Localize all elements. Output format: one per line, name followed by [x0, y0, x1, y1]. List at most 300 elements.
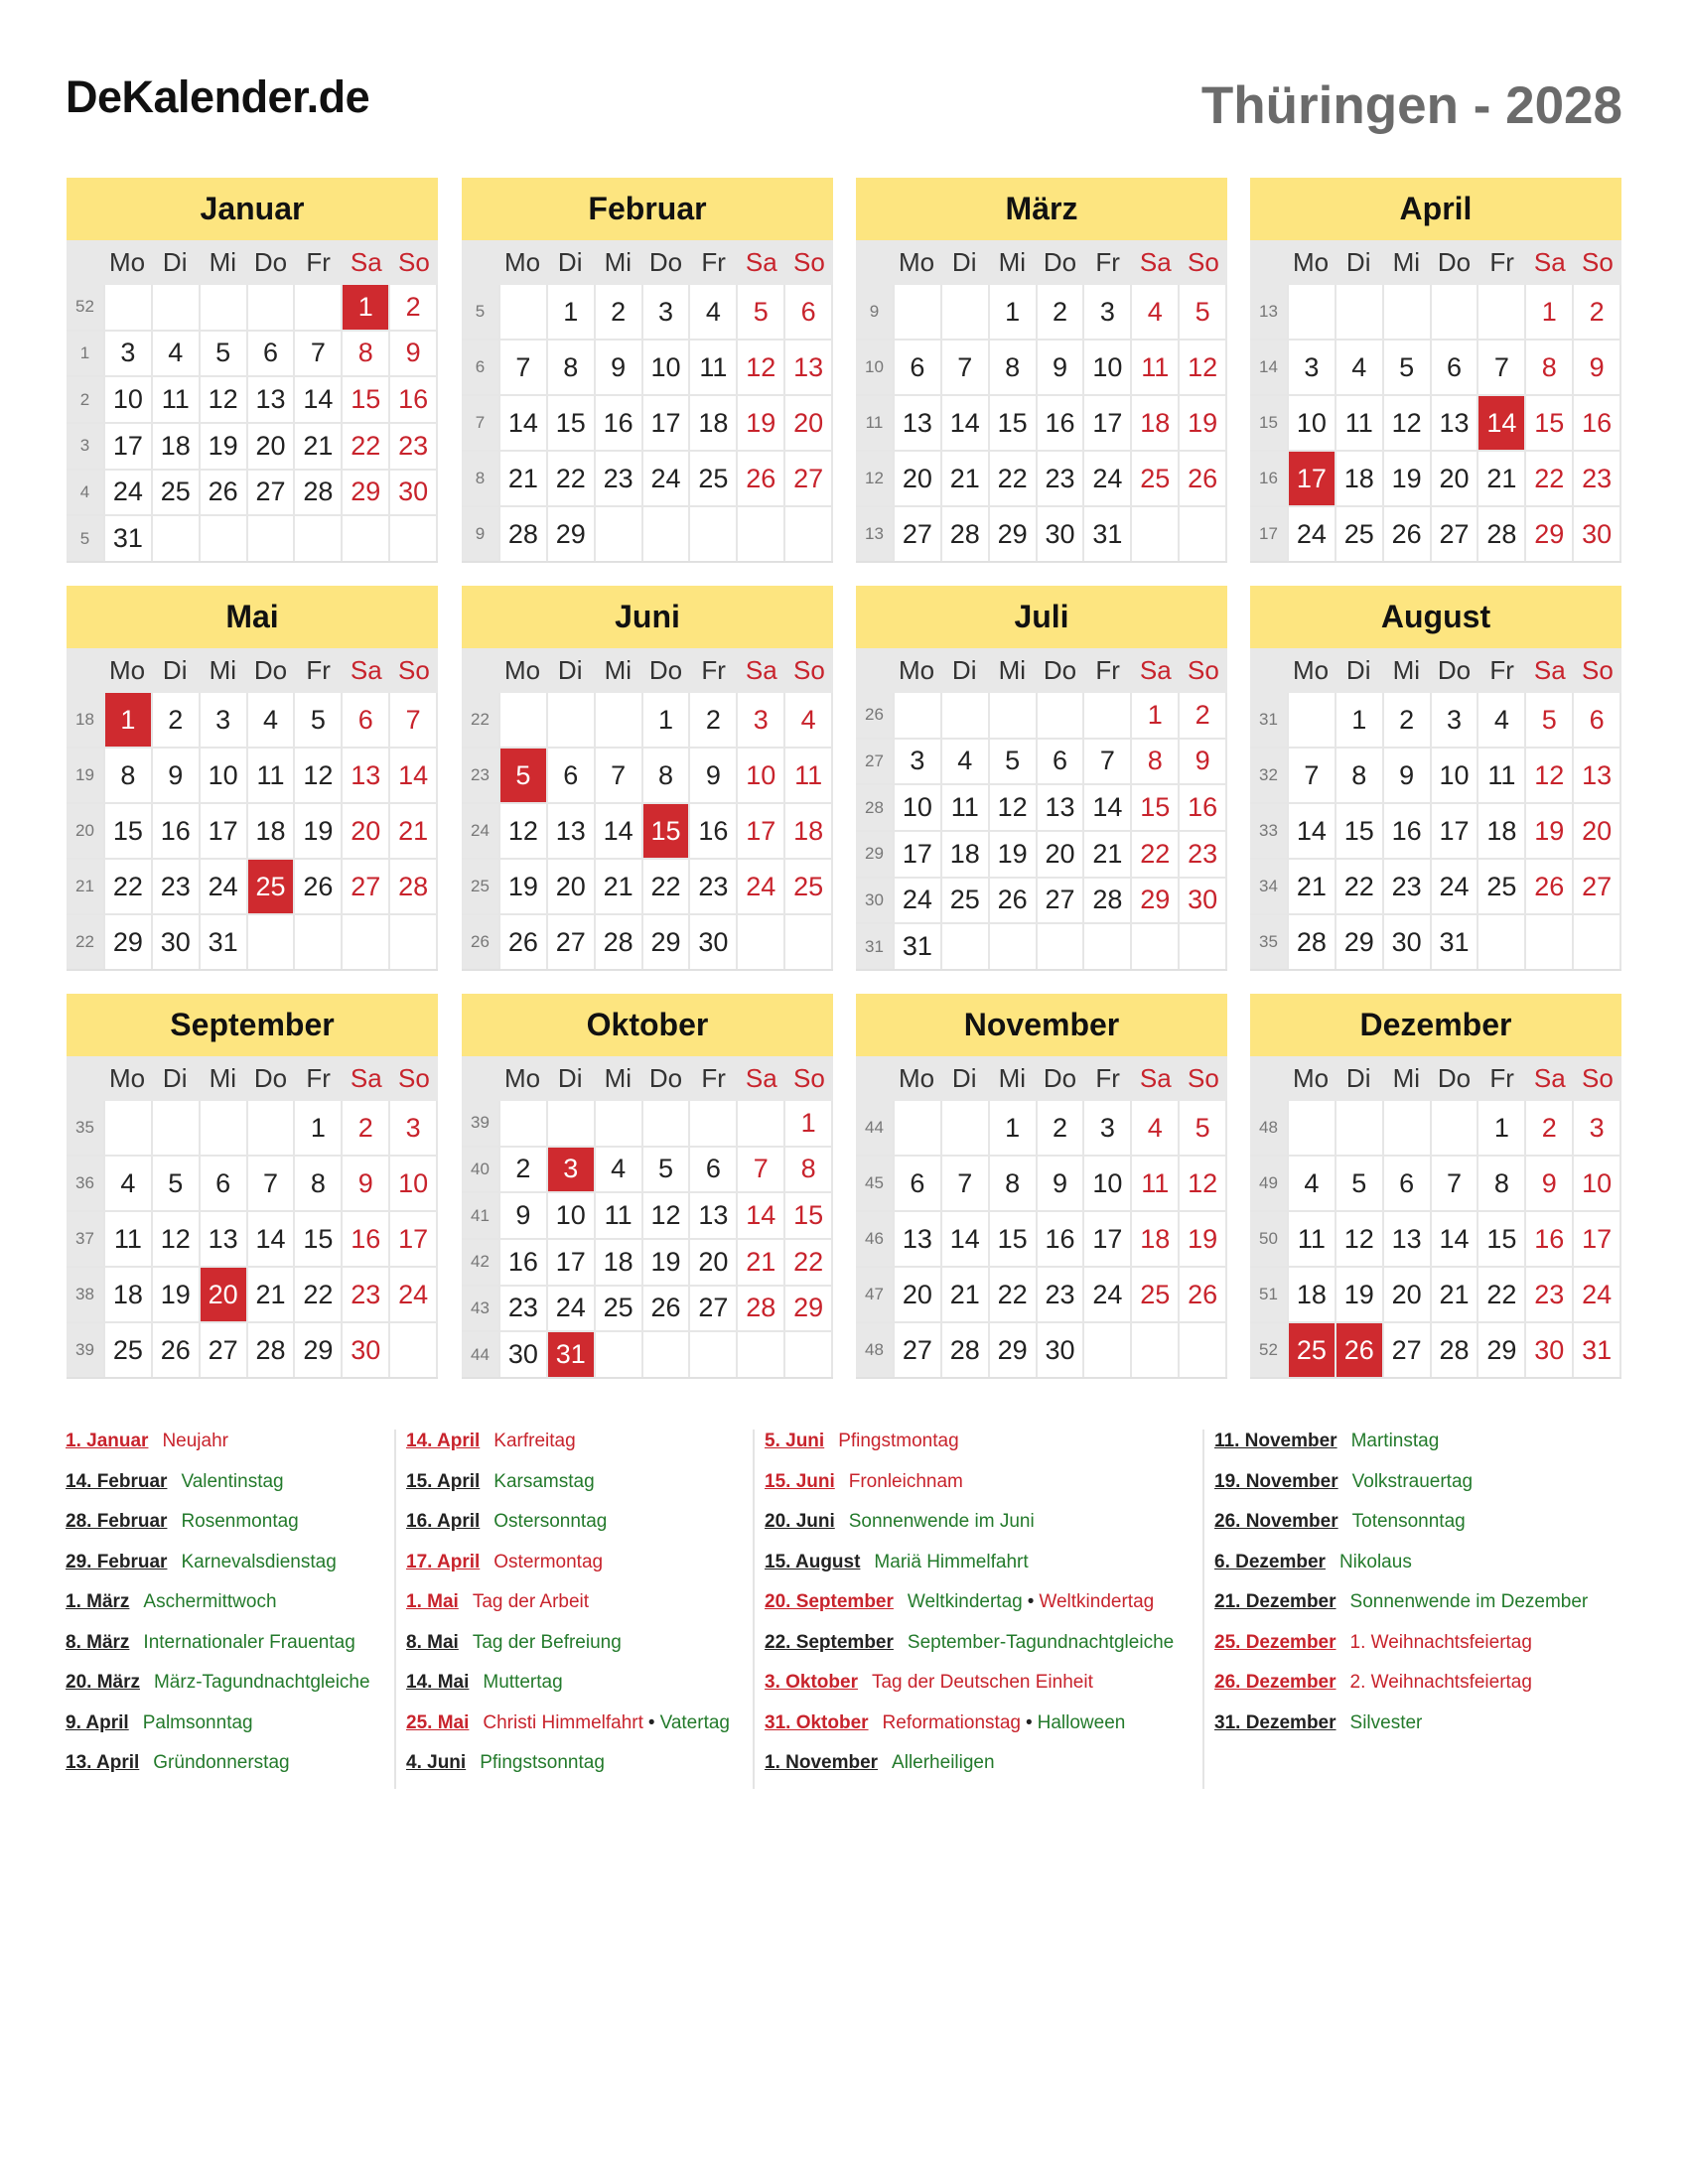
- day-cell[interactable]: 21: [293, 424, 341, 469]
- day-cell[interactable]: 4: [940, 740, 988, 784]
- day-cell[interactable]: 8: [103, 749, 151, 802]
- day-cell[interactable]: 13: [893, 1212, 940, 1266]
- holiday-date-link[interactable]: 11. November: [1214, 1431, 1337, 1451]
- holiday-date-link[interactable]: 31. Dezember: [1214, 1711, 1336, 1733]
- day-cell[interactable]: 11: [1130, 341, 1178, 394]
- day-cell[interactable]: 1: [783, 1101, 833, 1146]
- day-cell[interactable]: 23: [1036, 452, 1083, 505]
- day-cell[interactable]: 29: [546, 507, 594, 561]
- day-cell[interactable]: 7: [736, 1148, 783, 1192]
- day-cell[interactable]: 20: [1430, 452, 1477, 505]
- holiday-day-cell[interactable]: 17: [1287, 452, 1335, 505]
- day-cell[interactable]: 2: [1178, 693, 1227, 738]
- day-cell[interactable]: 17: [199, 804, 246, 858]
- day-cell[interactable]: 14: [940, 396, 988, 450]
- day-cell[interactable]: 28: [293, 471, 341, 515]
- day-cell[interactable]: 9: [594, 341, 641, 394]
- day-cell[interactable]: 23: [498, 1287, 546, 1331]
- day-cell[interactable]: 18: [783, 804, 833, 858]
- day-cell[interactable]: 24: [1082, 452, 1130, 505]
- holiday-date-link[interactable]: 25. Mai: [406, 1711, 470, 1733]
- day-cell[interactable]: 5: [1335, 1157, 1382, 1210]
- day-cell[interactable]: 5: [151, 1157, 199, 1210]
- day-cell[interactable]: 16: [341, 1212, 388, 1266]
- day-cell[interactable]: 5: [199, 332, 246, 376]
- day-cell[interactable]: 17: [736, 804, 783, 858]
- day-cell[interactable]: 4: [103, 1157, 151, 1210]
- day-cell[interactable]: 24: [893, 879, 940, 923]
- day-cell[interactable]: 20: [783, 396, 833, 450]
- day-cell[interactable]: 10: [1430, 749, 1477, 802]
- holiday-date-link[interactable]: 5. Juni: [765, 1431, 825, 1451]
- day-cell[interactable]: 5: [1382, 341, 1430, 394]
- day-cell[interactable]: 29: [988, 1323, 1036, 1377]
- day-cell[interactable]: 11: [1287, 1212, 1335, 1266]
- day-cell[interactable]: 30: [341, 1323, 388, 1377]
- day-cell[interactable]: 21: [388, 804, 438, 858]
- day-cell[interactable]: 9: [1178, 740, 1227, 784]
- day-cell[interactable]: 14: [246, 1212, 294, 1266]
- day-cell[interactable]: 16: [1524, 1212, 1572, 1266]
- day-cell[interactable]: 13: [341, 749, 388, 802]
- day-cell[interactable]: 8: [641, 749, 689, 802]
- day-cell[interactable]: 11: [940, 785, 988, 830]
- day-cell[interactable]: 4: [594, 1148, 641, 1192]
- day-cell[interactable]: 25: [151, 471, 199, 515]
- day-cell[interactable]: 12: [1178, 341, 1227, 394]
- holiday-day-cell[interactable]: 20: [199, 1268, 246, 1321]
- day-cell[interactable]: 10: [1082, 1157, 1130, 1210]
- day-cell[interactable]: 31: [1082, 507, 1130, 561]
- day-cell[interactable]: 28: [736, 1287, 783, 1331]
- holiday-date-link[interactable]: 14. April: [406, 1431, 481, 1451]
- day-cell[interactable]: 26: [988, 879, 1036, 923]
- day-cell[interactable]: 3: [1287, 341, 1335, 394]
- day-cell[interactable]: 26: [641, 1287, 689, 1331]
- day-cell[interactable]: 7: [1287, 749, 1335, 802]
- day-cell[interactable]: 21: [246, 1268, 294, 1321]
- day-cell[interactable]: 29: [1335, 915, 1382, 969]
- day-cell[interactable]: 27: [1382, 1323, 1430, 1377]
- holiday-date-link[interactable]: 20. September: [765, 1591, 894, 1612]
- holiday-date-link[interactable]: 22. September: [765, 1631, 894, 1653]
- day-cell[interactable]: 23: [1036, 1268, 1083, 1321]
- day-cell[interactable]: 17: [1082, 396, 1130, 450]
- day-cell[interactable]: 9: [688, 749, 736, 802]
- day-cell[interactable]: 16: [1382, 804, 1430, 858]
- day-cell[interactable]: 15: [1130, 785, 1178, 830]
- day-cell[interactable]: 23: [688, 860, 736, 913]
- day-cell[interactable]: 10: [388, 1157, 438, 1210]
- day-cell[interactable]: 27: [783, 452, 833, 505]
- day-cell[interactable]: 16: [1572, 396, 1621, 450]
- day-cell[interactable]: 8: [1477, 1157, 1524, 1210]
- holiday-date-link[interactable]: 17. April: [406, 1551, 481, 1572]
- day-cell[interactable]: 3: [1082, 1101, 1130, 1155]
- day-cell[interactable]: 19: [1178, 1212, 1227, 1266]
- day-cell[interactable]: 20: [893, 452, 940, 505]
- day-cell[interactable]: 30: [151, 915, 199, 969]
- day-cell[interactable]: 2: [688, 693, 736, 747]
- holiday-date-link[interactable]: 28. Februar: [66, 1511, 168, 1532]
- day-cell[interactable]: 30: [1524, 1323, 1572, 1377]
- holiday-date-link[interactable]: 26. Dezember: [1214, 1672, 1336, 1693]
- day-cell[interactable]: 11: [246, 749, 294, 802]
- day-cell[interactable]: 29: [103, 915, 151, 969]
- day-cell[interactable]: 15: [546, 396, 594, 450]
- day-cell[interactable]: 15: [341, 377, 388, 422]
- day-cell[interactable]: 8: [1130, 740, 1178, 784]
- day-cell[interactable]: 9: [1524, 1157, 1572, 1210]
- day-cell[interactable]: 14: [736, 1193, 783, 1238]
- day-cell[interactable]: 11: [1130, 1157, 1178, 1210]
- day-cell[interactable]: 30: [1382, 915, 1430, 969]
- day-cell[interactable]: 21: [1082, 832, 1130, 877]
- day-cell[interactable]: 8: [341, 332, 388, 376]
- day-cell[interactable]: 23: [151, 860, 199, 913]
- day-cell[interactable]: 23: [1178, 832, 1227, 877]
- day-cell[interactable]: 4: [1130, 1101, 1178, 1155]
- day-cell[interactable]: 18: [1130, 396, 1178, 450]
- day-cell[interactable]: 11: [688, 341, 736, 394]
- day-cell[interactable]: 24: [388, 1268, 438, 1321]
- day-cell[interactable]: 29: [641, 915, 689, 969]
- day-cell[interactable]: 7: [246, 1157, 294, 1210]
- day-cell[interactable]: 24: [1430, 860, 1477, 913]
- day-cell[interactable]: 1: [988, 285, 1036, 339]
- day-cell[interactable]: 27: [246, 471, 294, 515]
- day-cell[interactable]: 22: [988, 452, 1036, 505]
- day-cell[interactable]: 25: [940, 879, 988, 923]
- day-cell[interactable]: 8: [988, 341, 1036, 394]
- day-cell[interactable]: 27: [688, 1287, 736, 1331]
- day-cell[interactable]: 2: [1572, 285, 1621, 339]
- day-cell[interactable]: 23: [594, 452, 641, 505]
- site-logo-title[interactable]: DeKalender.de: [66, 71, 370, 122]
- day-cell[interactable]: 20: [341, 804, 388, 858]
- day-cell[interactable]: 17: [1082, 1212, 1130, 1266]
- day-cell[interactable]: 2: [594, 285, 641, 339]
- day-cell[interactable]: 28: [940, 1323, 988, 1377]
- day-cell[interactable]: 5: [293, 693, 341, 747]
- day-cell[interactable]: 19: [1382, 452, 1430, 505]
- day-cell[interactable]: 19: [1178, 396, 1227, 450]
- day-cell[interactable]: 21: [1287, 860, 1335, 913]
- day-cell[interactable]: 1: [546, 285, 594, 339]
- day-cell[interactable]: 3: [736, 693, 783, 747]
- day-cell[interactable]: 28: [594, 915, 641, 969]
- day-cell[interactable]: 2: [1382, 693, 1430, 747]
- day-cell[interactable]: 18: [594, 1240, 641, 1285]
- day-cell[interactable]: 1: [641, 693, 689, 747]
- day-cell[interactable]: 5: [736, 285, 783, 339]
- day-cell[interactable]: 1: [1335, 693, 1382, 747]
- day-cell[interactable]: 2: [1036, 1101, 1083, 1155]
- day-cell[interactable]: 3: [388, 1101, 438, 1155]
- day-cell[interactable]: 27: [1572, 860, 1621, 913]
- day-cell[interactable]: 4: [1287, 1157, 1335, 1210]
- day-cell[interactable]: 8: [1524, 341, 1572, 394]
- day-cell[interactable]: 30: [1572, 507, 1621, 561]
- day-cell[interactable]: 9: [1036, 1157, 1083, 1210]
- day-cell[interactable]: 26: [199, 471, 246, 515]
- day-cell[interactable]: 29: [988, 507, 1036, 561]
- day-cell[interactable]: 16: [498, 1240, 546, 1285]
- day-cell[interactable]: 16: [1036, 1212, 1083, 1266]
- day-cell[interactable]: 3: [641, 285, 689, 339]
- day-cell[interactable]: 6: [199, 1157, 246, 1210]
- day-cell[interactable]: 31: [893, 924, 940, 969]
- day-cell[interactable]: 3: [1082, 285, 1130, 339]
- day-cell[interactable]: 6: [546, 749, 594, 802]
- day-cell[interactable]: 23: [1572, 452, 1621, 505]
- day-cell[interactable]: 16: [388, 377, 438, 422]
- day-cell[interactable]: 20: [246, 424, 294, 469]
- day-cell[interactable]: 9: [341, 1157, 388, 1210]
- day-cell[interactable]: 22: [1524, 452, 1572, 505]
- day-cell[interactable]: 24: [546, 1287, 594, 1331]
- day-cell[interactable]: 19: [293, 804, 341, 858]
- day-cell[interactable]: 12: [1335, 1212, 1382, 1266]
- day-cell[interactable]: 1: [1524, 285, 1572, 339]
- day-cell[interactable]: 21: [1430, 1268, 1477, 1321]
- day-cell[interactable]: 7: [1477, 341, 1524, 394]
- day-cell[interactable]: 26: [293, 860, 341, 913]
- day-cell[interactable]: 28: [1082, 879, 1130, 923]
- holiday-day-cell[interactable]: 3: [546, 1148, 594, 1192]
- day-cell[interactable]: 23: [341, 1268, 388, 1321]
- day-cell[interactable]: 25: [103, 1323, 151, 1377]
- day-cell[interactable]: 31: [1430, 915, 1477, 969]
- day-cell[interactable]: 26: [736, 452, 783, 505]
- day-cell[interactable]: 25: [1477, 860, 1524, 913]
- day-cell[interactable]: 10: [1572, 1157, 1621, 1210]
- day-cell[interactable]: 22: [988, 1268, 1036, 1321]
- day-cell[interactable]: 30: [1178, 879, 1227, 923]
- holiday-date-link[interactable]: 8. Mai: [406, 1631, 459, 1653]
- holiday-date-link[interactable]: 21. Dezember: [1214, 1591, 1336, 1612]
- day-cell[interactable]: 12: [293, 749, 341, 802]
- day-cell[interactable]: 8: [988, 1157, 1036, 1210]
- holiday-day-cell[interactable]: 15: [641, 804, 689, 858]
- day-cell[interactable]: 31: [103, 516, 151, 561]
- day-cell[interactable]: 7: [940, 341, 988, 394]
- day-cell[interactable]: 11: [151, 377, 199, 422]
- day-cell[interactable]: 18: [151, 424, 199, 469]
- day-cell[interactable]: 16: [1178, 785, 1227, 830]
- day-cell[interactable]: 22: [103, 860, 151, 913]
- holiday-date-link[interactable]: 1. Mai: [406, 1591, 459, 1612]
- holiday-date-link[interactable]: 8. März: [66, 1631, 130, 1653]
- holiday-date-link[interactable]: 14. Februar: [66, 1470, 168, 1492]
- day-cell[interactable]: 14: [940, 1212, 988, 1266]
- day-cell[interactable]: 24: [1082, 1268, 1130, 1321]
- day-cell[interactable]: 28: [388, 860, 438, 913]
- day-cell[interactable]: 14: [1287, 804, 1335, 858]
- day-cell[interactable]: 12: [1382, 396, 1430, 450]
- day-cell[interactable]: 25: [594, 1287, 641, 1331]
- day-cell[interactable]: 2: [341, 1101, 388, 1155]
- day-cell[interactable]: 15: [103, 804, 151, 858]
- day-cell[interactable]: 4: [151, 332, 199, 376]
- day-cell[interactable]: 23: [388, 424, 438, 469]
- holiday-date-link[interactable]: 1. November: [765, 1752, 879, 1773]
- day-cell[interactable]: 7: [1430, 1157, 1477, 1210]
- day-cell[interactable]: 9: [1036, 341, 1083, 394]
- holiday-day-cell[interactable]: 25: [1287, 1323, 1335, 1377]
- day-cell[interactable]: 24: [199, 860, 246, 913]
- day-cell[interactable]: 20: [893, 1268, 940, 1321]
- day-cell[interactable]: 22: [1335, 860, 1382, 913]
- holiday-date-link[interactable]: 4. Juni: [406, 1752, 467, 1773]
- day-cell[interactable]: 16: [151, 804, 199, 858]
- day-cell[interactable]: 5: [988, 740, 1036, 784]
- day-cell[interactable]: 24: [641, 452, 689, 505]
- day-cell[interactable]: 18: [1335, 452, 1382, 505]
- day-cell[interactable]: 16: [688, 804, 736, 858]
- day-cell[interactable]: 9: [388, 332, 438, 376]
- day-cell[interactable]: 11: [594, 1193, 641, 1238]
- day-cell[interactable]: 3: [893, 740, 940, 784]
- day-cell[interactable]: 4: [1335, 341, 1382, 394]
- day-cell[interactable]: 9: [498, 1193, 546, 1238]
- day-cell[interactable]: 25: [1335, 507, 1382, 561]
- day-cell[interactable]: 1: [293, 1101, 341, 1155]
- day-cell[interactable]: 12: [1524, 749, 1572, 802]
- day-cell[interactable]: 13: [893, 396, 940, 450]
- day-cell[interactable]: 19: [1524, 804, 1572, 858]
- day-cell[interactable]: 17: [1430, 804, 1477, 858]
- day-cell[interactable]: 28: [1430, 1323, 1477, 1377]
- day-cell[interactable]: 7: [940, 1157, 988, 1210]
- day-cell[interactable]: 27: [546, 915, 594, 969]
- day-cell[interactable]: 26: [1178, 452, 1227, 505]
- day-cell[interactable]: 27: [893, 507, 940, 561]
- day-cell[interactable]: 2: [388, 285, 438, 330]
- day-cell[interactable]: 18: [940, 832, 988, 877]
- day-cell[interactable]: 18: [1477, 804, 1524, 858]
- day-cell[interactable]: 8: [546, 341, 594, 394]
- day-cell[interactable]: 1: [988, 1101, 1036, 1155]
- day-cell[interactable]: 18: [103, 1268, 151, 1321]
- day-cell[interactable]: 21: [940, 1268, 988, 1321]
- day-cell[interactable]: 5: [641, 1148, 689, 1192]
- day-cell[interactable]: 8: [783, 1148, 833, 1192]
- holiday-day-cell[interactable]: 26: [1335, 1323, 1382, 1377]
- day-cell[interactable]: 13: [1382, 1212, 1430, 1266]
- day-cell[interactable]: 12: [199, 377, 246, 422]
- day-cell[interactable]: 14: [1430, 1212, 1477, 1266]
- day-cell[interactable]: 10: [546, 1193, 594, 1238]
- day-cell[interactable]: 15: [1477, 1212, 1524, 1266]
- day-cell[interactable]: 18: [1130, 1212, 1178, 1266]
- day-cell[interactable]: 23: [1382, 860, 1430, 913]
- day-cell[interactable]: 8: [293, 1157, 341, 1210]
- holiday-date-link[interactable]: 20. März: [66, 1672, 140, 1693]
- day-cell[interactable]: 30: [1036, 507, 1083, 561]
- day-cell[interactable]: 22: [293, 1268, 341, 1321]
- day-cell[interactable]: 18: [1287, 1268, 1335, 1321]
- day-cell[interactable]: 6: [1430, 341, 1477, 394]
- day-cell[interactable]: 28: [498, 507, 546, 561]
- day-cell[interactable]: 7: [594, 749, 641, 802]
- holiday-date-link[interactable]: 1. März: [66, 1591, 130, 1612]
- day-cell[interactable]: 15: [988, 396, 1036, 450]
- day-cell[interactable]: 25: [688, 452, 736, 505]
- day-cell[interactable]: 20: [1382, 1268, 1430, 1321]
- holiday-day-cell[interactable]: 31: [546, 1332, 594, 1377]
- day-cell[interactable]: 17: [1572, 1212, 1621, 1266]
- day-cell[interactable]: 30: [388, 471, 438, 515]
- day-cell[interactable]: 4: [246, 693, 294, 747]
- day-cell[interactable]: 19: [1335, 1268, 1382, 1321]
- day-cell[interactable]: 7: [293, 332, 341, 376]
- day-cell[interactable]: 12: [988, 785, 1036, 830]
- day-cell[interactable]: 24: [1287, 507, 1335, 561]
- day-cell[interactable]: 6: [1572, 693, 1621, 747]
- day-cell[interactable]: 18: [246, 804, 294, 858]
- day-cell[interactable]: 5: [1524, 693, 1572, 747]
- day-cell[interactable]: 18: [688, 396, 736, 450]
- day-cell[interactable]: 21: [498, 452, 546, 505]
- day-cell[interactable]: 31: [199, 915, 246, 969]
- day-cell[interactable]: 6: [1382, 1157, 1430, 1210]
- day-cell[interactable]: 13: [1572, 749, 1621, 802]
- day-cell[interactable]: 6: [341, 693, 388, 747]
- holiday-date-link[interactable]: 15. August: [765, 1551, 861, 1572]
- day-cell[interactable]: 26: [498, 915, 546, 969]
- day-cell[interactable]: 21: [594, 860, 641, 913]
- holiday-day-cell[interactable]: 14: [1477, 396, 1524, 450]
- day-cell[interactable]: 11: [1477, 749, 1524, 802]
- holiday-date-link[interactable]: 25. Dezember: [1214, 1631, 1336, 1653]
- holiday-date-link[interactable]: 19. November: [1214, 1470, 1338, 1492]
- day-cell[interactable]: 12: [151, 1212, 199, 1266]
- holiday-day-cell[interactable]: 1: [103, 693, 151, 747]
- day-cell[interactable]: 21: [940, 452, 988, 505]
- day-cell[interactable]: 2: [151, 693, 199, 747]
- holiday-date-link[interactable]: 15. Juni: [765, 1470, 835, 1492]
- holiday-date-link[interactable]: 9. April: [66, 1711, 129, 1733]
- day-cell[interactable]: 29: [1524, 507, 1572, 561]
- day-cell[interactable]: 17: [103, 424, 151, 469]
- holiday-day-cell[interactable]: 25: [246, 860, 294, 913]
- day-cell[interactable]: 3: [1430, 693, 1477, 747]
- day-cell[interactable]: 22: [1477, 1268, 1524, 1321]
- day-cell[interactable]: 7: [1082, 740, 1130, 784]
- day-cell[interactable]: 13: [199, 1212, 246, 1266]
- day-cell[interactable]: 30: [1036, 1323, 1083, 1377]
- day-cell[interactable]: 17: [893, 832, 940, 877]
- day-cell[interactable]: 25: [1130, 1268, 1178, 1321]
- holiday-date-link[interactable]: 26. November: [1214, 1511, 1338, 1532]
- day-cell[interactable]: 6: [893, 341, 940, 394]
- day-cell[interactable]: 25: [1130, 452, 1178, 505]
- day-cell[interactable]: 22: [1130, 832, 1178, 877]
- day-cell[interactable]: 16: [594, 396, 641, 450]
- day-cell[interactable]: 9: [151, 749, 199, 802]
- day-cell[interactable]: 20: [1036, 832, 1083, 877]
- day-cell[interactable]: 17: [641, 396, 689, 450]
- day-cell[interactable]: 6: [783, 285, 833, 339]
- day-cell[interactable]: 27: [1036, 879, 1083, 923]
- day-cell[interactable]: 13: [546, 804, 594, 858]
- day-cell[interactable]: 30: [688, 915, 736, 969]
- day-cell[interactable]: 4: [688, 285, 736, 339]
- day-cell[interactable]: 3: [103, 332, 151, 376]
- day-cell[interactable]: 13: [1036, 785, 1083, 830]
- day-cell[interactable]: 10: [893, 785, 940, 830]
